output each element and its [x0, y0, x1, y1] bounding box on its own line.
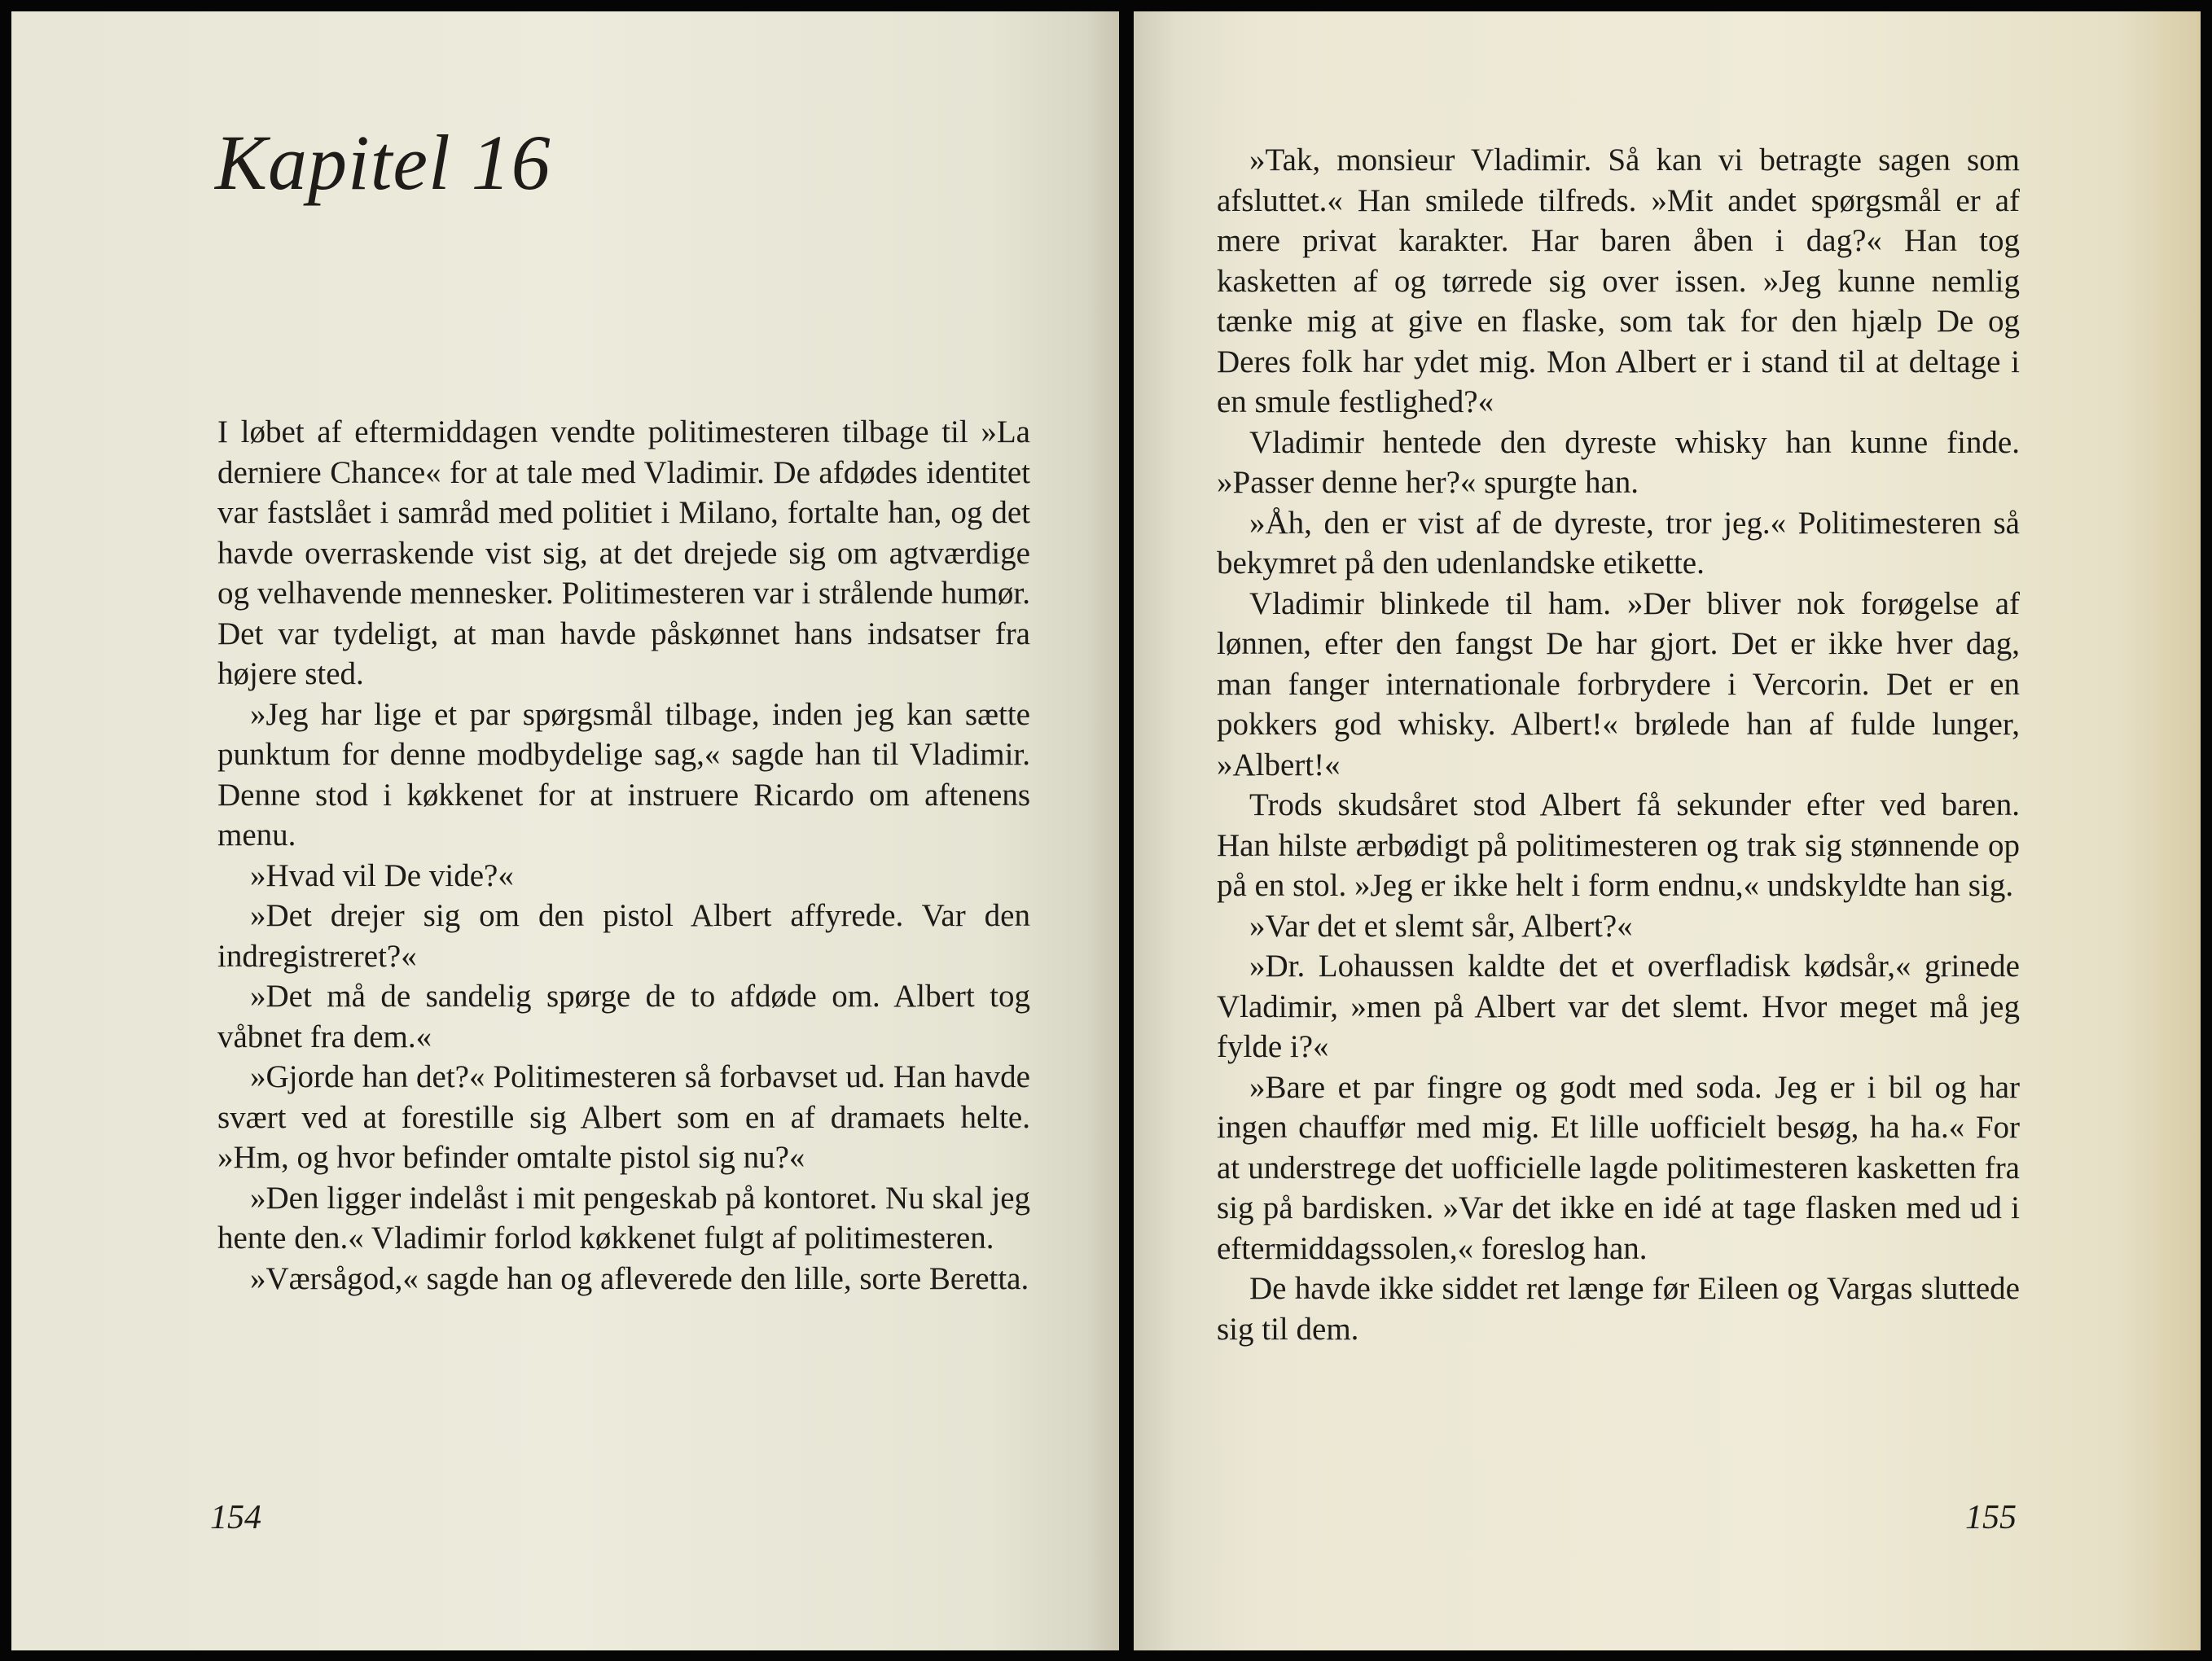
paragraph: »Var det et slemt sår, Albert?«	[1249, 908, 1633, 944]
left-body-text	[217, 412, 1030, 1299]
left-page	[11, 11, 1119, 1650]
paragraph: »Bare et par fingre og godt med soda. Jeg er i bil og har ingen chauffør med mig. Et lille uofficielt besøg, ha ha.« For at understrege det uofficielle lagde politimesteren kasketten fra sig på bardisken. »Var det ikke en idé at tage flasken med ud i eftermiddagssolen,« foreslog han.	[1217, 1069, 2020, 1266]
paragraph: »Det drejer sig om den pistol Albert affyrede. Var den indregistreret?«	[217, 898, 1030, 974]
paragraph: »Jeg har lige et par spørgsmål tilbage, inden jeg kan sætte punktum for denne modbydelige sag,« sagde han til Vladimir. Denne stod i køkkenet for at instruere Ricardo om aftenens menu.	[217, 696, 1030, 852]
paragraph: »Gjorde han det?« Politimesteren så forbavset ud. Han havde svært ved at forestille sig Albert som en af dramaets helte. »Hm, og hvor befinder omtalte pistol sig nu?«	[217, 1059, 1030, 1175]
page-number-right: 155	[1965, 1499, 2017, 1536]
paragraph: »Hvad vil De vide?«	[250, 857, 514, 893]
paragraph: De havde ikke siddet ret længe før Eileen og Vargas sluttede sig til dem.	[1217, 1271, 2020, 1347]
paragraph: »Det må de sandelig spørge de to afdøde om. Albert tog våbnet fra dem.«	[217, 979, 1030, 1054]
paragraph: »Den ligger indelåst i mit pengeskab på kontoret. Nu skal jeg hente den.« Vladimir forlod køkkenet fulgt af politimesteren.	[217, 1180, 1030, 1256]
right-page	[1134, 11, 2201, 1650]
right-body-text	[1217, 140, 2020, 1349]
paragraph: I løbet af eftermiddagen vendte politimesteren tilbage til »La derniere Chance« for at tale med Vladimir. De afdødes identitet var fastslået i samråd med politiet i Milano, fortalte han, og det havde overraskende vist sig, at det drejede sig om agtværdige og velhavende mennesker. Politimesteren var i strålende humør. Det var tydeligt, at man havde påskønnet hans indsatser fra højere sted.	[217, 414, 1030, 691]
paragraph: »Dr. Lohaussen kaldte det et overfladisk kødsår,« grinede Vladimir, »men på Albert var det slemt. Hvor meget må jeg fylde i?«	[1217, 949, 2020, 1064]
paragraph: »Værsågod,« sagde han og afleverede den lille, sorte Beretta.	[250, 1260, 1029, 1296]
paragraph: »Åh, den er vist af de dyreste, tror jeg.« Politimesteren så bekymret på den udenlandske etikette.	[1217, 505, 2020, 581]
page-number-left: 154	[210, 1499, 261, 1536]
paragraph: Vladimir blinkede til ham. »Der bliver nok forøgelse af lønnen, efter den fangst De har gjort. Det er ikke hver dag, man fanger internationale forbrydere i Vercorin. Det er en pokkers god whisky. Albert!« brølede han af fulde lunger, »Albert!«	[1217, 585, 2020, 782]
paragraph: Trods skudsåret stod Albert få sekunder efter ved baren. Han hilste ærbødigt på politimesteren og trak sig stønnende op på en stol. »Jeg er ikke helt i form endnu,« undskyldte han sig.	[1217, 787, 2020, 903]
chapter-title: Kapitel 16	[215, 119, 551, 206]
paragraph: Vladimir hentede den dyreste whisky han kunne finde. »Passer denne her?« spurgte han.	[1217, 424, 2020, 500]
paragraph: »Tak, monsieur Vladimir. Så kan vi betragte sagen som afsluttet.« Han smilede tilfreds. »Mit andet spørgsmål er af mere privat karakter. Har baren åben i dag?« Han tog kasketten af og tørrede sig over issen. »Jeg kunne nemlig tænke mig at give en flaske, som tak for den hjælp De og Deres folk har ydet mig. Mon Albert er i stand til at deltage i en smule festlighed?«	[1217, 142, 2020, 419]
